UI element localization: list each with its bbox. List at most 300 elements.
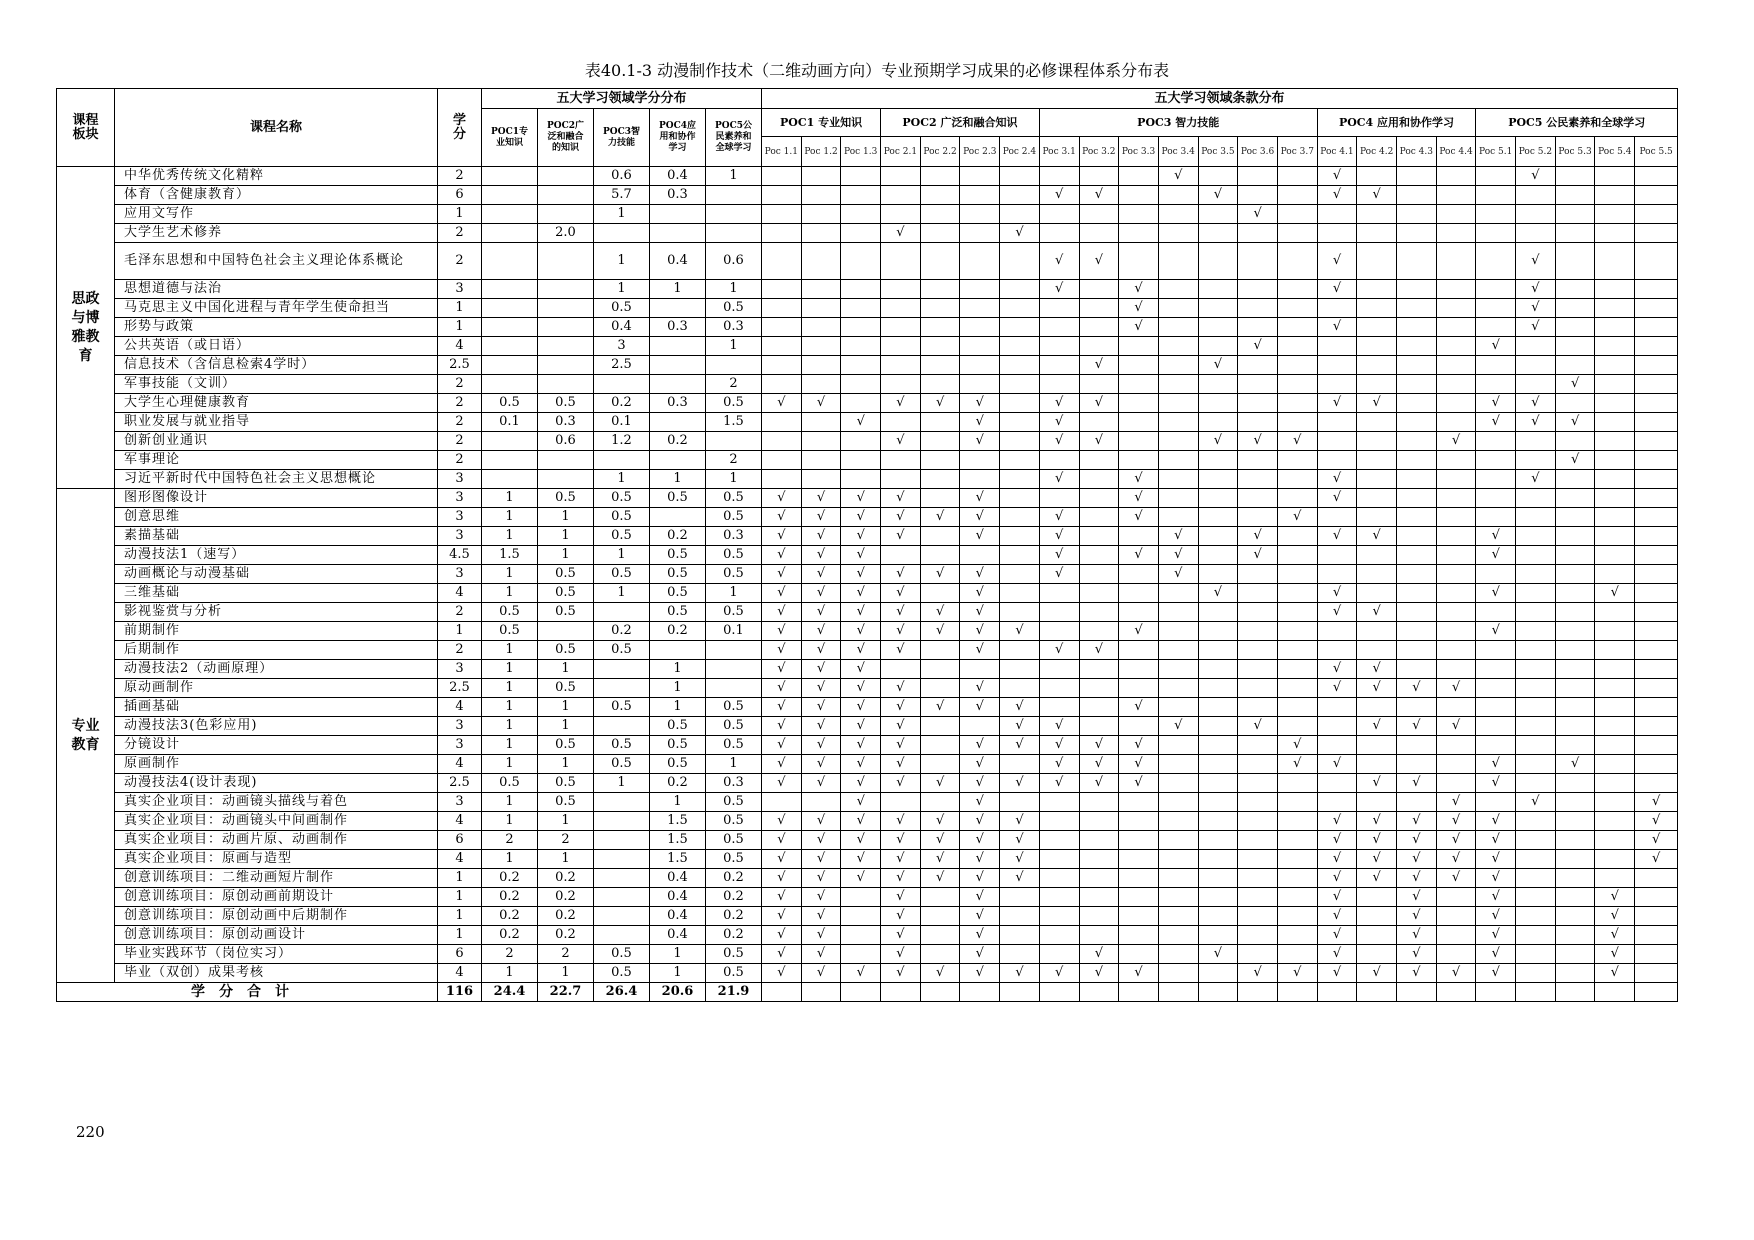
poc-check-cell xyxy=(1436,167,1476,186)
poc-check-cell xyxy=(1436,850,1476,869)
poc-credit-value: 1 xyxy=(650,679,706,698)
check-mark: √ xyxy=(816,718,826,733)
poc-check-cell xyxy=(1158,299,1198,318)
check-mark: √ xyxy=(1015,965,1024,980)
check-mark: √ xyxy=(1451,794,1461,809)
poc-check-cell xyxy=(1039,489,1079,508)
poc-check-cell xyxy=(1635,907,1678,926)
poc-check-cell xyxy=(1000,641,1040,660)
poc-check-cell xyxy=(1277,812,1317,831)
poc-check-cell xyxy=(1039,413,1079,432)
table-row xyxy=(57,736,1678,755)
check-mark: √ xyxy=(777,585,786,600)
check-mark: √ xyxy=(816,965,826,980)
poc-check-cell xyxy=(1198,243,1238,280)
poc-credit-value: 0.5 xyxy=(594,755,650,774)
poc-check-cell xyxy=(1476,964,1516,983)
poc-credit-value: 1 xyxy=(538,850,594,869)
poc-check-cell xyxy=(1238,205,1278,224)
poc-check-cell xyxy=(1158,546,1198,565)
check-mark: √ xyxy=(896,225,905,240)
poc-check-cell xyxy=(1158,394,1198,413)
poc-check-cell xyxy=(1436,660,1476,679)
poc-credit-value: 0.5 xyxy=(538,584,594,603)
poc-check-cell xyxy=(1000,831,1040,850)
poc-check-cell xyxy=(1000,432,1040,451)
poc-check-cell xyxy=(1635,698,1678,717)
poc-check-cell xyxy=(1317,622,1357,641)
poc-credit-value: 1 xyxy=(650,660,706,679)
poc-check-cell xyxy=(841,470,881,489)
poc-check-cell xyxy=(762,299,802,318)
poc-check-cell xyxy=(1079,641,1119,660)
poc-check-cell xyxy=(1555,432,1595,451)
check-mark: √ xyxy=(816,832,826,847)
course-name-header: 课程名称 xyxy=(115,89,438,167)
check-mark: √ xyxy=(975,851,984,866)
poc-credit-value: 2 xyxy=(482,831,538,850)
poc-check-cell xyxy=(1317,812,1357,831)
poc-check-cell xyxy=(1516,850,1556,869)
poc-check-cell xyxy=(1555,356,1595,375)
poc-check-cell xyxy=(881,698,921,717)
poc-check-cell xyxy=(960,888,1000,907)
poc-check-cell xyxy=(1079,888,1119,907)
poc-credit-value: 1 xyxy=(538,660,594,679)
poc-check-cell xyxy=(960,926,1000,945)
poc-check-cell xyxy=(1595,603,1635,622)
poc-check-cell xyxy=(920,337,960,356)
poc-check-cell xyxy=(801,224,841,243)
table-row xyxy=(57,831,1678,850)
table-row xyxy=(57,679,1678,698)
poc-check-cell xyxy=(1357,167,1397,186)
poc-check-cell xyxy=(1555,964,1595,983)
poc-credit-value xyxy=(538,205,594,224)
poc-credit-value: 1 xyxy=(706,584,762,603)
poc-check-cell xyxy=(881,546,921,565)
poc-check-cell xyxy=(801,622,841,641)
poc-credit-value: 0.6 xyxy=(706,243,762,280)
course-credit: 6 xyxy=(438,186,482,205)
poc-credit-value xyxy=(482,299,538,318)
poc-credit-value: 0.5 xyxy=(706,812,762,831)
poc-check-cell xyxy=(1397,489,1437,508)
total-empty-cell xyxy=(881,983,921,1002)
poc-check-cell xyxy=(1555,451,1595,470)
poc-check-cell xyxy=(841,660,881,679)
poc-check-cell xyxy=(1119,356,1159,375)
total-poc-credit: 26.4 xyxy=(594,983,650,1002)
poc-credit-value xyxy=(538,243,594,280)
check-mark: √ xyxy=(1094,395,1103,410)
poc-check-cell xyxy=(1397,926,1437,945)
poc-check-cell xyxy=(1397,698,1437,717)
course-name: 毕业（双创）成果考核 xyxy=(115,964,438,983)
poc-check-cell xyxy=(1079,622,1119,641)
poc-check-cell xyxy=(1397,394,1437,413)
poc-check-cell xyxy=(1277,698,1317,717)
poc-check-cell xyxy=(1198,717,1238,736)
poc-check-cell xyxy=(1635,850,1678,869)
poc-check-cell xyxy=(1516,243,1556,280)
poc-check-cell xyxy=(960,622,1000,641)
poc-check-cell xyxy=(920,280,960,299)
poc-check-cell xyxy=(1119,603,1159,622)
poc-check-cell xyxy=(1555,394,1595,413)
poc-check-cell xyxy=(1198,375,1238,394)
poc-credit-value xyxy=(594,831,650,850)
poc-check-cell xyxy=(1635,224,1678,243)
poc-credit-value xyxy=(538,167,594,186)
course-name: 动画概论与动漫基础 xyxy=(115,565,438,584)
check-mark: √ xyxy=(777,851,786,866)
check-mark: √ xyxy=(1491,946,1500,961)
poc-check-cell xyxy=(881,318,921,337)
poc-credit-value xyxy=(538,622,594,641)
check-mark: √ xyxy=(1651,832,1661,847)
poc-check-cell xyxy=(1039,375,1079,394)
table-row xyxy=(57,280,1678,299)
course-name: 公共英语（或日语） xyxy=(115,337,438,356)
poc-check-cell xyxy=(1000,698,1040,717)
poc-check-cell xyxy=(1119,546,1159,565)
poc-sub-header: Poc 4.4 xyxy=(1436,137,1476,167)
table-row xyxy=(57,413,1678,432)
poc-check-cell xyxy=(1198,205,1238,224)
course-credit: 1 xyxy=(438,869,482,888)
poc-check-cell xyxy=(841,224,881,243)
poc-credit-header: POC3智力技能 xyxy=(594,109,650,167)
header-row-1 xyxy=(57,89,1678,109)
poc-check-cell xyxy=(960,527,1000,546)
check-mark: √ xyxy=(1332,889,1342,904)
poc-check-cell xyxy=(960,470,1000,489)
poc-sub-header: Poc 4.1 xyxy=(1317,137,1357,167)
poc-check-cell xyxy=(920,698,960,717)
poc-check-cell xyxy=(1555,489,1595,508)
check-mark: √ xyxy=(816,775,826,790)
poc-check-cell xyxy=(1516,413,1556,432)
poc-check-cell xyxy=(920,660,960,679)
check-mark: √ xyxy=(1015,813,1024,828)
poc-credit-value: 0.5 xyxy=(706,546,762,565)
poc-check-cell xyxy=(1436,584,1476,603)
poc-check-cell xyxy=(762,470,802,489)
check-mark: √ xyxy=(1174,528,1183,543)
check-mark: √ xyxy=(777,642,786,657)
poc-check-cell xyxy=(920,679,960,698)
poc-check-cell xyxy=(1158,831,1198,850)
poc-check-cell xyxy=(1357,546,1397,565)
poc-check-cell xyxy=(881,565,921,584)
check-mark: √ xyxy=(1213,946,1223,961)
poc-check-cell xyxy=(1595,850,1635,869)
poc-check-cell xyxy=(762,337,802,356)
poc-check-cell xyxy=(762,641,802,660)
poc-check-cell xyxy=(1635,489,1678,508)
poc-check-cell xyxy=(762,736,802,755)
poc-check-cell xyxy=(1357,470,1397,489)
poc-check-cell xyxy=(1079,679,1119,698)
poc-check-cell xyxy=(1476,888,1516,907)
poc-check-cell xyxy=(1238,622,1278,641)
check-mark: √ xyxy=(1412,965,1421,980)
poc-check-cell xyxy=(1516,546,1556,565)
poc-check-cell xyxy=(1397,546,1437,565)
poc-credit-value xyxy=(538,375,594,394)
poc-check-cell xyxy=(1436,470,1476,489)
total-empty-cell xyxy=(1635,983,1678,1002)
poc-check-cell xyxy=(1357,945,1397,964)
poc-check-cell xyxy=(1357,774,1397,793)
total-empty-cell xyxy=(1158,983,1198,1002)
check-mark: √ xyxy=(1134,509,1143,524)
poc-check-cell xyxy=(1436,907,1476,926)
poc-check-cell xyxy=(960,660,1000,679)
course-name: 军事理论 xyxy=(115,451,438,470)
poc-check-cell xyxy=(1238,451,1278,470)
poc-check-cell xyxy=(1238,945,1278,964)
poc-check-cell xyxy=(1436,964,1476,983)
poc-check-cell xyxy=(1516,280,1556,299)
check-mark: √ xyxy=(896,642,905,657)
check-mark: √ xyxy=(1372,661,1381,676)
poc-credit-value: 0.5 xyxy=(706,394,762,413)
poc-credit-value: 1 xyxy=(650,964,706,983)
poc-sub-header: Poc 5.3 xyxy=(1555,137,1595,167)
poc-check-cell xyxy=(1397,224,1437,243)
poc-check-cell xyxy=(1476,394,1516,413)
poc-check-cell xyxy=(1516,375,1556,394)
poc-check-cell xyxy=(1516,736,1556,755)
poc-check-cell xyxy=(1198,337,1238,356)
check-mark: √ xyxy=(1253,965,1262,980)
poc-check-cell xyxy=(1277,337,1317,356)
poc-check-cell xyxy=(1198,850,1238,869)
poc-check-cell xyxy=(1198,489,1238,508)
table-row xyxy=(57,926,1678,945)
course-credit: 4.5 xyxy=(438,546,482,565)
poc-check-cell xyxy=(1277,641,1317,660)
poc-check-cell xyxy=(1039,888,1079,907)
check-mark: √ xyxy=(896,756,905,771)
table-row xyxy=(57,964,1678,983)
poc-check-cell xyxy=(1119,375,1159,394)
poc-credit-value xyxy=(482,224,538,243)
poc-check-cell xyxy=(1595,243,1635,280)
poc-check-cell xyxy=(1436,224,1476,243)
poc-sub-header: Poc 2.1 xyxy=(881,137,921,167)
course-name: 形势与政策 xyxy=(115,318,438,337)
course-credit: 3 xyxy=(438,489,482,508)
poc-check-cell xyxy=(1000,964,1040,983)
check-mark: √ xyxy=(856,699,865,714)
course-name: 真实企业项目：动画片原、动画制作 xyxy=(115,831,438,850)
poc-check-cell xyxy=(1277,945,1317,964)
page-number: 220 xyxy=(76,1123,105,1141)
poc-credit-value: 1 xyxy=(482,641,538,660)
poc-check-cell xyxy=(1357,907,1397,926)
check-mark: √ xyxy=(1055,737,1064,752)
poc-check-cell xyxy=(960,394,1000,413)
poc-check-cell xyxy=(1238,736,1278,755)
poc-check-cell xyxy=(801,167,841,186)
poc-check-cell xyxy=(1238,812,1278,831)
poc-check-cell xyxy=(1119,186,1159,205)
check-mark: √ xyxy=(935,870,945,885)
check-mark: √ xyxy=(1412,718,1421,733)
poc-check-cell xyxy=(1277,243,1317,280)
check-mark: √ xyxy=(1531,168,1540,183)
poc-check-cell xyxy=(1277,603,1317,622)
course-credit: 2 xyxy=(438,394,482,413)
poc-check-cell xyxy=(762,546,802,565)
poc-credit-value: 1 xyxy=(538,546,594,565)
poc-credit-value: 1.2 xyxy=(594,432,650,451)
poc-credit-value xyxy=(594,660,650,679)
poc-credit-value xyxy=(706,224,762,243)
poc-check-cell xyxy=(1476,641,1516,660)
check-mark: √ xyxy=(816,623,826,638)
total-empty-cell xyxy=(1238,983,1278,1002)
poc-check-cell xyxy=(1476,527,1516,546)
poc-check-cell xyxy=(1238,243,1278,280)
poc-group-header: POC3 智力技能 xyxy=(1039,109,1317,137)
poc-check-cell xyxy=(1555,375,1595,394)
poc-check-cell xyxy=(1516,755,1556,774)
check-mark: √ xyxy=(975,566,984,581)
check-mark: √ xyxy=(896,528,905,543)
poc-check-cell xyxy=(841,755,881,774)
poc-check-cell xyxy=(1119,205,1159,224)
check-mark: √ xyxy=(777,946,786,961)
poc-credit-value: 0.2 xyxy=(538,869,594,888)
poc-check-cell xyxy=(881,622,921,641)
check-mark: √ xyxy=(1412,832,1421,847)
check-mark: √ xyxy=(975,756,984,771)
poc-sub-header: Poc 4.3 xyxy=(1397,137,1437,167)
poc-check-cell xyxy=(1238,167,1278,186)
poc-sub-header: Poc 3.3 xyxy=(1119,137,1159,167)
course-credit: 2 xyxy=(438,451,482,470)
poc-check-cell xyxy=(920,603,960,622)
check-mark: √ xyxy=(1015,851,1024,866)
poc-credit-value: 0.5 xyxy=(594,508,650,527)
poc-check-cell xyxy=(1555,205,1595,224)
poc-check-cell xyxy=(1436,793,1476,812)
module-cell xyxy=(57,167,115,489)
check-mark: √ xyxy=(1332,756,1342,771)
total-empty-cell xyxy=(1357,983,1397,1002)
poc-group-header: POC2 广泛和融合知识 xyxy=(881,109,1040,137)
check-mark: √ xyxy=(856,528,865,543)
poc-credit-value: 0.2 xyxy=(650,774,706,793)
poc-check-cell xyxy=(1595,717,1635,736)
check-mark: √ xyxy=(1491,395,1500,410)
check-mark: √ xyxy=(1055,253,1064,268)
poc-check-cell xyxy=(881,489,921,508)
course-name: 体育（含健康教育） xyxy=(115,186,438,205)
poc-check-cell xyxy=(1039,280,1079,299)
poc-check-cell xyxy=(1158,470,1198,489)
poc-credit-value: 0.5 xyxy=(482,622,538,641)
poc-check-cell xyxy=(801,736,841,755)
check-mark: √ xyxy=(1531,319,1540,334)
poc-check-cell xyxy=(1397,356,1437,375)
course-name: 毛泽东思想和中国特色社会主义理论体系概论 xyxy=(115,243,438,280)
poc-check-cell xyxy=(1516,527,1556,546)
poc-check-cell xyxy=(1516,186,1556,205)
poc-check-cell xyxy=(1000,945,1040,964)
poc-check-cell xyxy=(1039,907,1079,926)
poc-check-cell xyxy=(1397,470,1437,489)
check-mark: √ xyxy=(1570,376,1580,391)
check-mark: √ xyxy=(1332,168,1342,183)
poc-credit-value: 1.5 xyxy=(650,812,706,831)
poc-check-cell xyxy=(881,793,921,812)
table-row xyxy=(57,375,1678,394)
course-name: 大学生心理健康教育 xyxy=(115,394,438,413)
poc-check-cell xyxy=(1397,755,1437,774)
poc-check-cell xyxy=(1119,318,1159,337)
poc-check-cell xyxy=(1357,224,1397,243)
check-mark: √ xyxy=(1015,718,1024,733)
poc-check-cell xyxy=(1119,470,1159,489)
check-mark: √ xyxy=(777,718,786,733)
poc-check-cell xyxy=(1119,167,1159,186)
poc-check-cell xyxy=(1436,299,1476,318)
poc-check-cell xyxy=(762,451,802,470)
check-mark: √ xyxy=(1531,471,1540,486)
poc-check-cell xyxy=(1436,774,1476,793)
poc-check-cell xyxy=(1039,850,1079,869)
poc-credit-value: 0.5 xyxy=(482,394,538,413)
check-mark: √ xyxy=(975,946,984,961)
poc-check-cell xyxy=(1079,299,1119,318)
poc-check-cell xyxy=(1516,698,1556,717)
poc-check-cell xyxy=(1277,451,1317,470)
table-row xyxy=(57,907,1678,926)
poc-credit-value xyxy=(650,299,706,318)
poc-check-cell xyxy=(1516,679,1556,698)
check-mark: √ xyxy=(896,908,905,923)
poc-credit-value: 0.5 xyxy=(594,736,650,755)
poc-check-cell xyxy=(960,186,1000,205)
poc-check-cell xyxy=(1000,375,1040,394)
poc-credit-value: 0.4 xyxy=(650,243,706,280)
poc-credit-value: 0.2 xyxy=(706,869,762,888)
poc-check-cell xyxy=(1357,698,1397,717)
poc-check-cell xyxy=(1476,584,1516,603)
check-mark: √ xyxy=(1253,718,1262,733)
poc-check-cell xyxy=(1000,812,1040,831)
check-mark: √ xyxy=(1293,756,1302,771)
table-row xyxy=(57,337,1678,356)
poc-check-cell xyxy=(1436,698,1476,717)
poc-check-cell xyxy=(801,926,841,945)
poc-check-cell xyxy=(920,318,960,337)
course-name: 原画制作 xyxy=(115,755,438,774)
poc-check-cell xyxy=(1555,337,1595,356)
poc-credit-value xyxy=(482,337,538,356)
poc-check-cell xyxy=(1516,888,1556,907)
poc-check-cell xyxy=(1516,565,1556,584)
poc-check-cell xyxy=(1555,831,1595,850)
poc-check-cell xyxy=(920,584,960,603)
poc-check-cell xyxy=(1635,641,1678,660)
poc-check-cell xyxy=(841,869,881,888)
